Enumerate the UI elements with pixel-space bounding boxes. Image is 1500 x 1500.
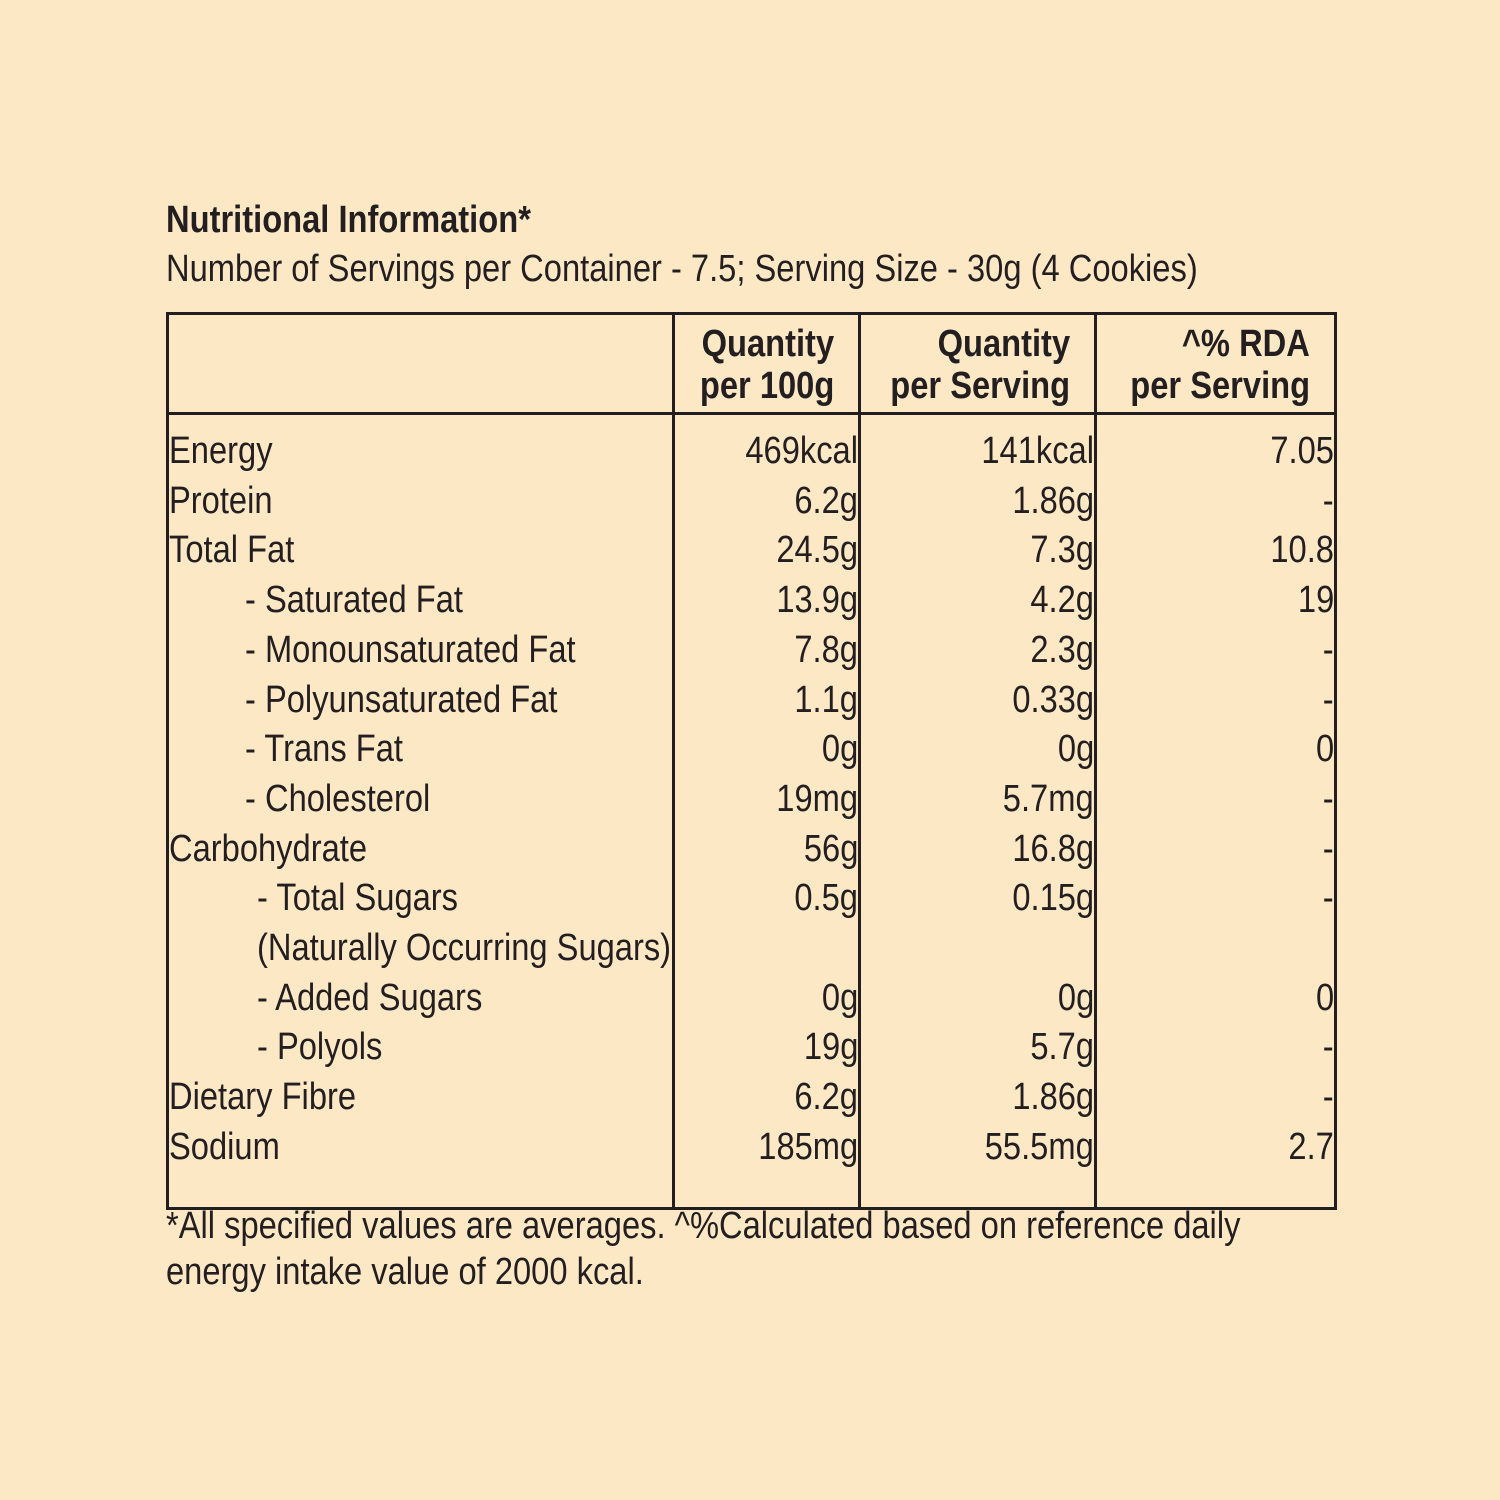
value-per-100g-cell bbox=[674, 1073, 860, 1123]
value-rda-cell bbox=[1096, 676, 1336, 726]
page-title: Nutritional Information* bbox=[166, 199, 531, 241]
table-row bbox=[168, 477, 1336, 527]
value-per-serving-cell bbox=[860, 924, 1096, 974]
table-row bbox=[168, 414, 1336, 477]
table-row bbox=[168, 874, 1336, 924]
value-rda: 10.8 bbox=[1270, 529, 1334, 572]
nutrient-name: - Monounsaturated Fat bbox=[245, 628, 576, 671]
value-per-serving: 0g bbox=[1057, 728, 1094, 771]
nutrient-name: (Naturally Occurring Sugars) bbox=[257, 927, 672, 970]
value-rda-cell bbox=[1096, 414, 1336, 477]
table-row bbox=[168, 526, 1336, 576]
value-per-100g: 469kcal bbox=[745, 430, 858, 472]
value-per-serving: 55.5mg bbox=[984, 1125, 1094, 1168]
header-rda bbox=[1096, 314, 1336, 414]
value-per-serving: 16.8g bbox=[1012, 827, 1094, 870]
value-per-serving: 141kcal bbox=[981, 430, 1094, 472]
value-per-serving-cell bbox=[860, 1073, 1096, 1123]
value-rda-cell bbox=[1096, 626, 1336, 676]
footnote-line1: *All specified values are averages. ^%Calculated based on reference daily bbox=[166, 1205, 1241, 1247]
value-rda-cell bbox=[1096, 825, 1336, 875]
value-per-serving: 0g bbox=[1057, 976, 1094, 1019]
value-rda-cell bbox=[1096, 576, 1336, 626]
value-rda: 0 bbox=[1315, 728, 1334, 771]
value-per-serving: 7.3g bbox=[1030, 529, 1094, 572]
table-row bbox=[168, 1023, 1336, 1073]
header-per-serving-line1: Quantity bbox=[937, 323, 1070, 365]
value-per-100g-cell bbox=[674, 477, 860, 527]
table-row bbox=[168, 576, 1336, 626]
value-per-serving: 0.15g bbox=[1012, 877, 1094, 920]
nutrient-name: - Polyols bbox=[257, 1026, 383, 1069]
value-rda-cell bbox=[1096, 1073, 1336, 1123]
value-per-serving-cell bbox=[860, 874, 1096, 924]
table-row bbox=[168, 825, 1336, 875]
value-per-serving-cell bbox=[860, 414, 1096, 477]
value-rda-cell bbox=[1096, 1023, 1336, 1073]
value-per-100g: 24.5g bbox=[776, 529, 858, 572]
value-per-serving-cell bbox=[860, 626, 1096, 676]
value-per-100g: 56g bbox=[803, 827, 858, 870]
value-per-100g-cell bbox=[674, 1023, 860, 1073]
value-per-100g: 19mg bbox=[776, 777, 858, 820]
value-per-serving-cell bbox=[860, 1123, 1096, 1208]
value-per-100g-cell bbox=[674, 825, 860, 875]
nutrient-name-cell bbox=[168, 924, 674, 974]
nutrient-name-cell bbox=[168, 414, 674, 477]
value-rda-cell bbox=[1096, 874, 1336, 924]
value-per-serving-cell bbox=[860, 974, 1096, 1024]
value-per-serving: 0.33g bbox=[1012, 678, 1094, 721]
value-rda-cell bbox=[1096, 1123, 1336, 1208]
value-per-100g: 7.8g bbox=[794, 628, 858, 671]
value-per-serving-cell bbox=[860, 477, 1096, 527]
nutrient-name: Total Fat bbox=[169, 529, 295, 572]
value-per-100g: 0.5g bbox=[794, 877, 858, 920]
header-per-100g bbox=[674, 314, 860, 414]
value-per-serving-cell bbox=[860, 725, 1096, 775]
table-row bbox=[168, 775, 1336, 825]
nutrient-name-cell bbox=[168, 1073, 674, 1123]
value-per-100g-cell bbox=[674, 775, 860, 825]
value-per-serving-cell bbox=[860, 676, 1096, 726]
nutrient-name: - Cholesterol bbox=[245, 777, 431, 820]
nutrient-name-cell bbox=[168, 626, 674, 676]
value-per-serving: 5.7g bbox=[1030, 1026, 1094, 1069]
footnote-line2: energy intake value of 2000 kcal. bbox=[166, 1251, 644, 1293]
value-per-100g: 19g bbox=[803, 1026, 858, 1069]
value-per-100g: 185mg bbox=[758, 1125, 858, 1168]
value-rda-cell bbox=[1096, 725, 1336, 775]
nutrient-name: Carbohydrate bbox=[169, 827, 368, 870]
value-rda-cell bbox=[1096, 477, 1336, 527]
value-rda: - bbox=[1323, 1026, 1334, 1069]
value-per-100g: 0g bbox=[821, 728, 858, 771]
value-per-100g-cell bbox=[674, 725, 860, 775]
nutrient-name: - Trans Fat bbox=[245, 728, 403, 771]
value-rda: 19 bbox=[1297, 579, 1334, 622]
value-per-100g-cell bbox=[674, 1123, 860, 1208]
value-rda: - bbox=[1323, 827, 1334, 870]
value-per-100g-cell bbox=[674, 576, 860, 626]
table-row bbox=[168, 924, 1336, 974]
value-per-serving: 1.86g bbox=[1012, 479, 1094, 522]
nutrient-name-cell bbox=[168, 775, 674, 825]
nutrient-name-cell bbox=[168, 825, 674, 875]
header-per-serving-line2: per Serving bbox=[890, 365, 1071, 407]
footnote bbox=[166, 1203, 1370, 1295]
value-rda: - bbox=[1323, 479, 1334, 522]
value-per-100g-cell bbox=[674, 526, 860, 576]
header-rda-line1: ^% RDA bbox=[1181, 323, 1310, 365]
value-per-serving-cell bbox=[860, 576, 1096, 626]
value-per-100g-cell bbox=[674, 626, 860, 676]
value-rda-cell bbox=[1096, 526, 1336, 576]
header-per-100g-line2: per 100g bbox=[699, 365, 834, 407]
value-per-100g: 0g bbox=[821, 976, 858, 1019]
value-rda: - bbox=[1323, 628, 1334, 671]
value-per-100g: 13.9g bbox=[776, 579, 858, 622]
value-per-100g: 1.1g bbox=[794, 678, 858, 721]
nutrient-name-cell bbox=[168, 477, 674, 527]
value-per-100g-cell bbox=[674, 974, 860, 1024]
serving-info: Number of Servings per Container - 7.5; Serving Size - 30g (4 Cookies) bbox=[166, 248, 1198, 290]
value-per-100g: 6.2g bbox=[794, 1076, 858, 1119]
value-rda: - bbox=[1323, 678, 1334, 721]
nutrient-name: Energy bbox=[169, 430, 273, 472]
nutrient-name-cell bbox=[168, 1023, 674, 1073]
table-row bbox=[168, 1073, 1336, 1123]
header-rda-line2: per Serving bbox=[1130, 365, 1310, 407]
value-rda: 0 bbox=[1315, 976, 1334, 1019]
nutrient-name-cell bbox=[168, 974, 674, 1024]
value-rda-cell bbox=[1096, 775, 1336, 825]
nutrient-name-cell bbox=[168, 725, 674, 775]
nutrient-name: - Saturated Fat bbox=[245, 579, 463, 622]
value-rda: - bbox=[1323, 877, 1334, 920]
value-per-serving-cell bbox=[860, 526, 1096, 576]
nutrient-name-cell bbox=[168, 576, 674, 626]
value-per-serving: 2.3g bbox=[1030, 628, 1094, 671]
nutrient-name: - Total Sugars bbox=[257, 877, 459, 920]
value-per-serving-cell bbox=[860, 825, 1096, 875]
value-per-serving-cell bbox=[860, 775, 1096, 825]
value-per-serving-cell bbox=[860, 1023, 1096, 1073]
value-rda: - bbox=[1323, 777, 1334, 820]
nutrition-panel bbox=[166, 196, 1334, 1293]
nutrient-name-cell bbox=[168, 1123, 674, 1208]
table-row bbox=[168, 725, 1336, 775]
value-per-serving: 1.86g bbox=[1012, 1076, 1094, 1119]
value-rda-cell bbox=[1096, 924, 1336, 974]
value-rda: - bbox=[1323, 1076, 1334, 1119]
nutrient-name-cell bbox=[168, 526, 674, 576]
nutrient-name: Sodium bbox=[169, 1125, 280, 1168]
nutrient-name: Protein bbox=[169, 479, 273, 522]
value-rda: 7.05 bbox=[1270, 430, 1334, 472]
nutrition-table bbox=[166, 312, 1337, 1210]
nutrient-name: - Polyunsaturated Fat bbox=[245, 678, 558, 721]
header-per-serving bbox=[860, 314, 1096, 414]
value-per-100g-cell bbox=[674, 676, 860, 726]
value-per-serving: 4.2g bbox=[1030, 579, 1094, 622]
value-rda: 2.7 bbox=[1288, 1125, 1334, 1168]
header-per-100g-line1: Quantity bbox=[701, 323, 834, 365]
value-per-100g-cell bbox=[674, 874, 860, 924]
header-nutrient bbox=[168, 314, 674, 414]
table-row bbox=[168, 626, 1336, 676]
value-rda-cell bbox=[1096, 974, 1336, 1024]
nutrient-name: - Added Sugars bbox=[257, 976, 483, 1019]
value-per-serving: 5.7mg bbox=[1003, 777, 1094, 820]
table-row bbox=[168, 1123, 1336, 1208]
nutrient-name: Dietary Fibre bbox=[169, 1076, 357, 1119]
table-row bbox=[168, 974, 1336, 1024]
value-per-100g: 6.2g bbox=[794, 479, 858, 522]
table-header-row bbox=[168, 314, 1336, 414]
nutrient-name-cell bbox=[168, 874, 674, 924]
table-row bbox=[168, 676, 1336, 726]
nutrient-name-cell bbox=[168, 676, 674, 726]
value-per-100g-cell bbox=[674, 414, 860, 477]
